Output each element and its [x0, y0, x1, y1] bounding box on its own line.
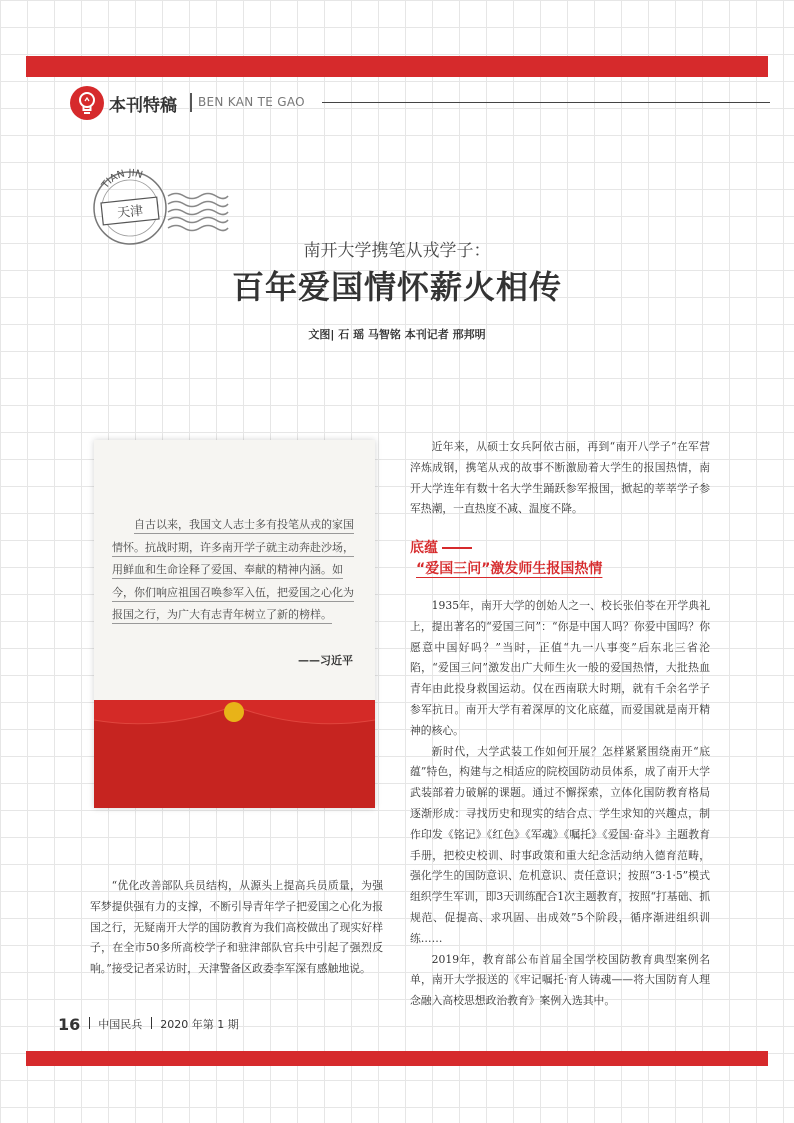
- quote-text: 自古以来，我国文人志士多有投笔从戎的家国情怀。抗战时期，许多南开学子就主动奔赴沙场，用鲜血和生命诠释了爱国、奉献的精神内涵。如今，你们响应祖国召唤参军入伍，把爱国之心化为报国之行，为广大有志青年树立了新的榜样。: [112, 518, 354, 622]
- section-divider: [190, 93, 192, 112]
- magazine-name: 中国民兵: [98, 1018, 143, 1031]
- subhead-keyword: 底蕴: [410, 538, 710, 558]
- quote-author: ——习近平: [298, 654, 353, 667]
- section-rule: [322, 102, 770, 103]
- footer-divider: [151, 1017, 152, 1029]
- stamp-top-text: TIAN JIN: [99, 167, 144, 191]
- body-paragraph: 1935年，南开大学的创始人之一、校长张伯苓在开学典礼上，提出著名的“爱国三问”：“你是中国人吗？你爱中国吗？你愿意中国好吗？”当时，正值“九一八事变”后东北三省沦陷，“爱国三问”激发出广大师生火一般的爱国热情，大批热血青年由此投身救国运动。仅在西南联大时期，就有千余名学子参军抗日。南开大学有着深厚的文化底蕴，而爱国就是南开精神的核心。: [410, 599, 710, 737]
- top-red-bar: [26, 56, 768, 77]
- red-envelope-graphic: [94, 700, 375, 808]
- quote-card: [94, 440, 375, 808]
- subhead-title: “爱国三问”激发师生报国热情: [416, 561, 603, 577]
- body-paragraph: 新时代，大学武装工作如何开展？怎样紧紧围绕南开“底蕴”特色，构建与之相适应的院校国防动员体系，成了南开大学武装部着力破解的课题。通过不懈探索，立体化国防教育格局逐渐形成：寻找历史和现实的结合点、学生求知的兴趣点，制作印发《铭记》《红色》《军魂》《嘱托》《爱国·奋斗》主题教育手册，把校史校训、时事政策和重大纪念活动纳入德育范畴，强化学生的国防意识、危机意识、责任意识；按照“3·1·5”模式组织学生军训，即3天训练配合1次主题教育，按照“打基础、抓规范、促提高、求巩固、出成效”5个阶段，循序渐进组织训练……: [410, 744, 710, 945]
- left-column-body: [90, 876, 383, 980]
- intro-paragraphs: [410, 437, 710, 520]
- page-footer: [58, 1015, 239, 1035]
- issue-info: 2020 年第 1 期: [160, 1018, 239, 1031]
- article-subtitle: 南开大学携笔从戎学子：: [303, 241, 491, 261]
- article-byline: 文图| 石 瑶 马智铭 本刊记者 邢邦明: [308, 328, 486, 341]
- section-subhead: [410, 538, 710, 580]
- article-title: 百年爱国情怀薪火相传: [231, 268, 562, 306]
- section-english-title: BEN KAN TE GAO: [198, 95, 305, 109]
- footer-divider: [89, 1017, 90, 1029]
- bottom-red-bar: [26, 1051, 768, 1066]
- body-paragraph: 2019年，教育部公布首届全国学校国防教育典型案例名单，南开大学报送的《牢记嘱托·育人铸魂——将大国防育人理念融入高校思想政治教育》案例入选其中。: [410, 952, 710, 1008]
- section-header: [70, 86, 770, 120]
- body-paragraph: “优化改善部队兵员结构，从源头上提高兵员质量，为强军梦提供强有力的支撑，不断引导青年学子把爱国之心化为报国之行，无疑南开大学的国防教育为我们高校做出了现实好样子，在全市50多所高校学子和驻津部队官兵中引起了强烈反响。”接受记者采访时，天津警备区政委李军深有感触地说。: [90, 879, 383, 976]
- right-column-body: [410, 596, 710, 1012]
- lightbulb-icon: [70, 86, 104, 120]
- stamp-city: 天津: [116, 203, 144, 222]
- svg-text:TIAN JIN: [99, 168, 144, 192]
- section-title: 本刊特稿: [109, 96, 177, 116]
- intro-paragraph: 近年来，从硕士女兵阿依古丽，再到“南开八学子”在军营淬炼成钢，携笔从戎的故事不断激励着大学生的报国热情，南开大学连年有数十名大学生踊跃参军报国，掀起的莘莘学子参军热潮，一直热度不减、温度不降。: [410, 440, 710, 516]
- page-number: 16: [58, 1015, 81, 1034]
